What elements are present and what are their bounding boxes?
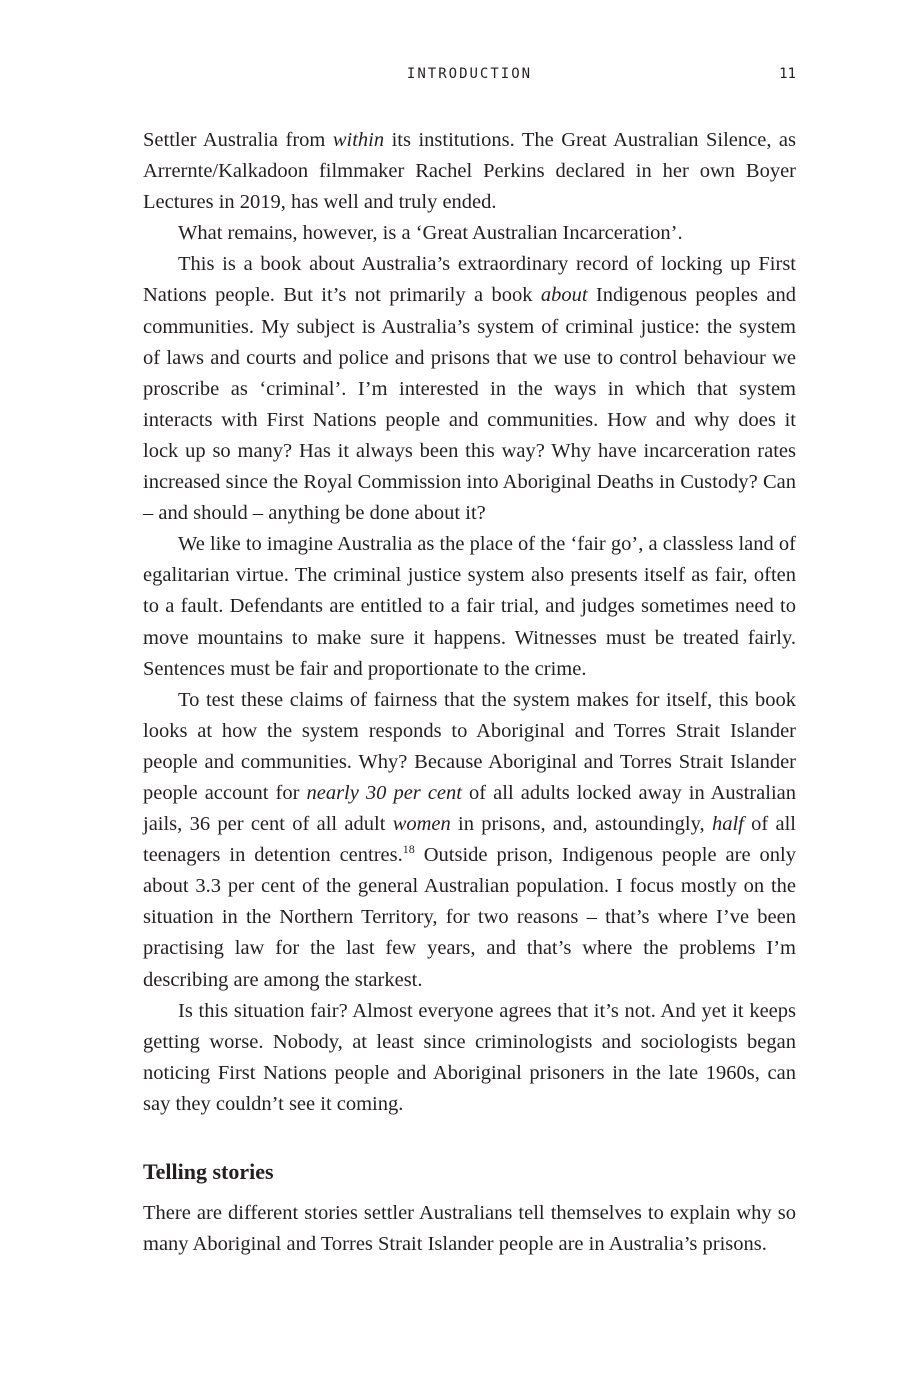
body-text bbox=[143, 125, 796, 1260]
text-run: of all adults locked away in Australian jails, 36 per cent of all adult bbox=[143, 781, 797, 836]
paragraph-1 bbox=[143, 125, 796, 218]
running-head bbox=[143, 66, 796, 90]
paragraph-4: We like to imagine Australia as the place of the ‘fair go’, a classless land of egalitarian virtue. The criminal justice system also presents itself as fair, often to a fault. Defendants are entitled to a fair trial, and judges sometimes need to move mountains to make sure it happens. Witnesses must be treated fairly. Sentences must be fair and proportionate to the crime. bbox=[143, 533, 796, 680]
footnote-reference: 18 bbox=[402, 842, 415, 857]
running-title: INTRODUCTION bbox=[406, 66, 533, 82]
text-run: its institutions. The Great Australian Silence, as Arrernte/Kalkadoon filmmaker Rachel Perkins declared in her own Boyer Lectures in 2019, has well and truly ended. bbox=[143, 129, 797, 214]
emphasis: women bbox=[392, 813, 451, 836]
emphasis: within bbox=[332, 129, 385, 151]
emphasis: nearly 30 per cent bbox=[306, 781, 462, 804]
paragraph-3 bbox=[143, 249, 796, 529]
text-run: Outside prison, Indigenous people are only about 3.3 per cent of the general Australian population. I focus mostly on the situation in the Northern Territory, for two reasons – that’s where I’ve been practising law for the last few years, and that’s where the problems I’m describing are among the starkest. bbox=[143, 844, 796, 991]
text-run: To test these claims of fairness that the system makes for itself, this book looks at how the system responds to Aboriginal and Torres Strait Islander people and communities. Why? Because Aboriginal and Torres Strait Islander people account for bbox=[143, 688, 796, 804]
text-run: of all teenagers in detention centres. bbox=[143, 813, 796, 867]
paragraph-6: Is this situation fair? Almost everyone agrees that it’s not. And yet it keeps getting worse. Nobody, at least since criminologists and sociologists began noticing First Nations people and Aboriginal prisoners in the late 1960s, can say they couldn’t see it coming. bbox=[143, 999, 796, 1115]
paragraph-2: What remains, however, is a ‘Great Australian Incarceration’. bbox=[178, 222, 683, 245]
text-run: Settler Australia from bbox=[143, 129, 333, 151]
page-number: 11 bbox=[779, 66, 796, 82]
text-run: This is a book about Australia’s extraordinary record of locking up First Nations people. But it’s not primarily a book bbox=[143, 253, 796, 307]
emphasis: about bbox=[540, 284, 588, 307]
paragraph-5 bbox=[143, 685, 796, 996]
paragraph-7: There are different stories settler Australians tell themselves to explain why so many Aboriginal and Torres Strait Islander people are in Australia’s prisons. bbox=[143, 1202, 796, 1256]
emphasis: half bbox=[711, 813, 744, 836]
text-run: in prisons, and, astoundingly, bbox=[450, 813, 712, 836]
text-run: Indigenous peoples and communities. My subject is Australia’s system of criminal justice: the system of laws and courts and police and prisons that we use to control behaviour we proscribe as ‘criminal’. I’m interested in the ways in which that system interacts with First Nations people and communities. How and why does it lock up so many? Has it always been this way? Why have incarceration rates increased since the Royal Commission into Aboriginal Deaths in Custody? Can – and should – anything be done about it? bbox=[143, 284, 796, 525]
section-heading: Telling stories bbox=[143, 1159, 274, 1184]
